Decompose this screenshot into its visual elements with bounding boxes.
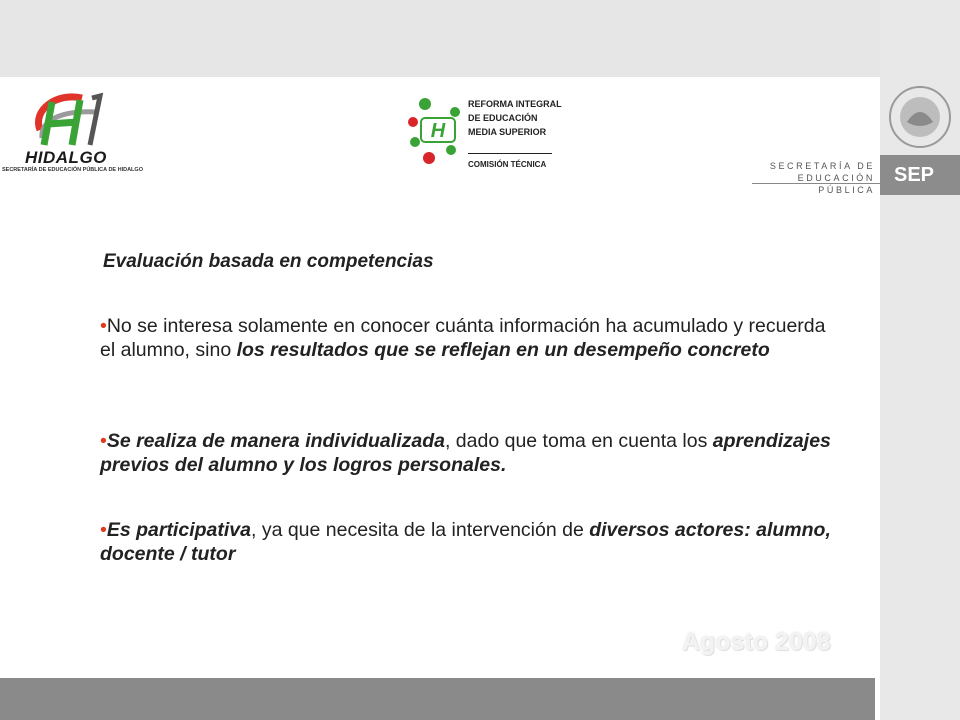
bullet-emphasis: los resultados que se reflejan en un desempeño concreto [236,339,770,361]
riems-title-line: MEDIA SUPERIOR [468,127,547,137]
bullet-emphasis: diversos actores: alumno, docente / tutor [100,519,831,565]
bullet-marker: • [100,315,107,337]
bullet-text: , dado que toma en cuenta los [444,430,713,452]
bullet-emphasis: Se realiza de manera individualizada [106,430,445,452]
svg-text:H: H [430,120,446,142]
bullet-item [100,518,845,566]
riems-divider [468,153,552,154]
bullet-emphasis: Es participativa [106,519,251,541]
bullet-emphasis: aprendizajes previos del alumno y los logros personales. [100,430,831,476]
slide-title: Evaluación basada en competencias [103,251,434,272]
sep-name-line2: EDUCACIÓN PÚBLICA [797,173,875,195]
bullet-marker: • [100,519,107,541]
sep-badge: SEP [880,155,960,195]
bottom-band [0,678,875,720]
sep-name-line1: SECRETARÍA DE [769,161,875,171]
bullet-text: , ya que necesita de la intervención de [250,519,590,541]
bullet-text: No se interesa solamente en conocer cuánta información ha acumulado y recuerda el alumno, sino [100,315,826,361]
sep-divider [752,183,880,184]
riems-title-line: DE EDUCACIÓN [468,113,538,123]
riems-subtitle: COMISIÓN TÉCNICA [468,160,547,169]
bullet-item [100,429,845,477]
date-watermark: Agosto 2008 [682,628,831,656]
hidalgo-subtitle: SECRETARÍA DE EDUCACIÓN PÚBLICA DE HIDALGO [2,167,143,173]
sep-name [760,160,875,196]
mexico-seal-icon [885,82,955,152]
bullet-marker: • [100,430,107,452]
top-band [0,0,880,77]
riems-logo [405,92,465,172]
hidalgo-wordmark: HIDALGO [25,148,107,167]
riems-title [468,97,562,139]
bullet-item [100,314,845,362]
riems-title-line: REFORMA INTEGRAL [468,99,562,109]
